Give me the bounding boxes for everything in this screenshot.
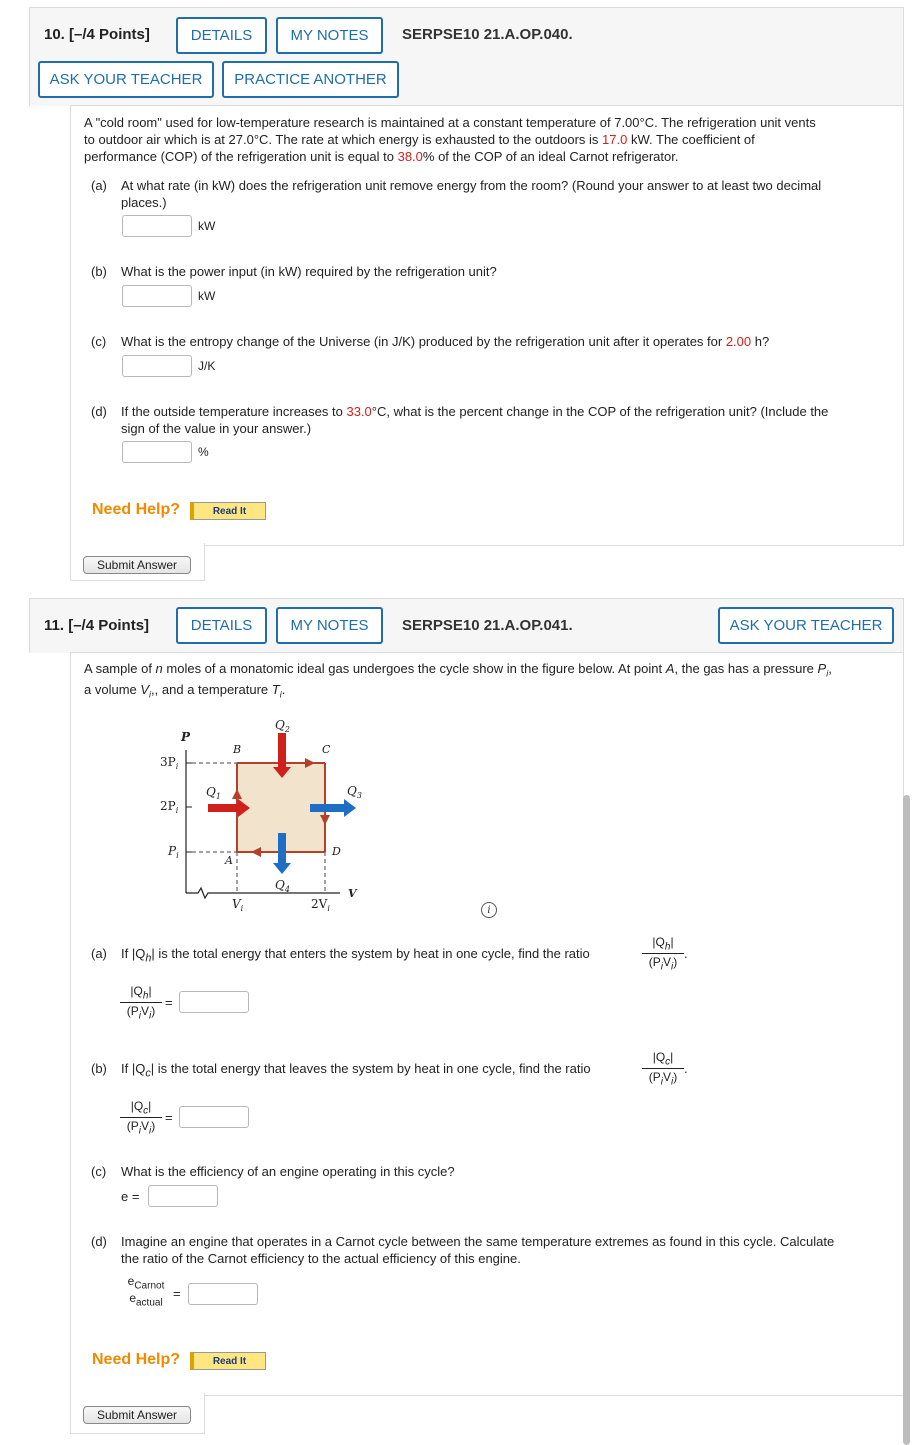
label-vi: $V_i$ [232, 897, 244, 913]
q11-part-c-question: What is the efficiency of an engine operating in this cycle? [121, 1164, 455, 1179]
q11-details-button[interactable]: DETAILS [176, 607, 267, 644]
q11-part-d-lhs: $e_{Carnot}$ $e_{actual}$ [127, 1274, 165, 1309]
q10-part-c-question: What is the entropy change of the Universe (in J/K) produced by the refrigeration unit after it operates for 2.00 h? [121, 334, 770, 349]
info-icon[interactable]: i [481, 902, 497, 918]
q11-part-b-ratio: $|Q_c|$ $(P_iV_i)$ [642, 1050, 684, 1088]
q11-intro-line2: a volume $V_i$,, and a temperature $T_i$. [84, 682, 286, 700]
point-d: D [332, 845, 341, 858]
q11-read-it-button[interactable]: Read It [190, 1352, 266, 1370]
q11-part-c-eq: e = [121, 1189, 140, 1204]
q11-part-a-label: (a) [91, 946, 107, 961]
q11-intro-line1: A sample of n moles of a monatomic ideal gas undergoes the cycle show in the figure below. At point A, the gas has a pressure $P_i$, [84, 661, 832, 679]
q10-part-b-question: What is the power input (in kW) required by the refrigeration unit? [121, 264, 497, 279]
q10-body [70, 105, 904, 546]
q11-part-b-input[interactable] [179, 1106, 249, 1128]
q10-my-notes-button[interactable]: MY NOTES [276, 17, 383, 54]
q11-part-a-lhs: $|Q_h|$ $(P_iV_i)$ [120, 984, 162, 1022]
q11-part-b-label: (b) [91, 1061, 107, 1076]
q10-submit-answer-button[interactable]: Submit Answer [83, 556, 191, 574]
q11-part-d-label: (d) [91, 1234, 107, 1249]
v-axis-label: V [348, 887, 357, 900]
pv-cycle-figure [150, 715, 380, 915]
q10-part-a-label: (a) [91, 178, 107, 193]
q10-part-c-input[interactable] [122, 355, 192, 377]
q11-part-a-equals: = [165, 995, 173, 1010]
q10-part-d-unit: % [198, 445, 209, 459]
q4-label: $Q_4$ [275, 878, 290, 894]
q10-question-code: SERPSE10 21.A.OP.040. [402, 26, 573, 43]
q11-part-a-question: If $|Q_h|$ is the total energy that enters the system by heat in one cycle, find the ratio [121, 946, 590, 965]
q10-part-c-label: (c) [91, 334, 107, 349]
q11-part-d-input[interactable] [188, 1283, 258, 1305]
q11-part-d-question: Imagine an engine that operates in a Carnot cycle between the same temperature extremes as found in this cycle. Calculate the ratio of the Carnot efficiency to the actual efficiency of this engine. [121, 1234, 835, 1266]
q10-part-d-input[interactable] [122, 441, 192, 463]
q10-part-a-input[interactable] [122, 215, 192, 237]
q11-part-c-input[interactable] [148, 1185, 218, 1207]
q11-ask-teacher-button[interactable]: ASK YOUR TEACHER [718, 607, 894, 644]
page-scrollbar[interactable] [903, 795, 910, 1445]
q10-part-b-label: (b) [91, 264, 107, 279]
q11-part-d-equals: = [173, 1286, 181, 1301]
q10-intro-line2: to outdoor air which is at 27.0°C. The rate at which energy is exhausted to the outdoors is 17.0 kW. The coefficient of [84, 132, 755, 147]
q10-practice-another-button[interactable]: PRACTICE ANOTHER [222, 61, 399, 98]
q11-part-b-question: If $|Q_c|$ is the total energy that leaves the system by heat in one cycle, find the ratio [121, 1061, 591, 1080]
label-2p: $2P_i$ [160, 799, 179, 815]
p-axis-label: P [181, 730, 191, 744]
q10-read-it-button[interactable]: Read It [190, 502, 266, 520]
q10-number: 10. [–/4 Points] [44, 26, 150, 43]
point-b: B [233, 743, 242, 756]
q11-number: 11. [–/4 Points] [44, 617, 150, 634]
q11-need-help: Need Help? [92, 1351, 181, 1368]
q11-part-b-equals: = [165, 1110, 173, 1125]
label-p: $P_i$ [168, 844, 179, 860]
q2-label: $Q_2$ [275, 718, 290, 734]
label-3p: $3P_i$ [160, 755, 179, 771]
label-2v: $2V_i$ [311, 897, 330, 913]
point-c: C [322, 743, 331, 756]
q10-part-a-question: At what rate (in kW) does the refrigeration unit remove energy from the room? (Round your answer to at least two decimal places.) [121, 178, 822, 210]
q11-part-a-ratio: $|Q_h|$ $(P_iV_i)$ [642, 935, 684, 973]
q11-part-b-period: . [684, 1061, 688, 1076]
q11-submit-answer-button[interactable]: Submit Answer [83, 1406, 191, 1424]
q11-part-a-input[interactable] [179, 991, 249, 1013]
q10-intro-line3: performance (COP) of the refrigeration unit is equal to 38.0% of the COP of an ideal Carnot refrigerator. [84, 149, 679, 164]
q10-details-button[interactable]: DETAILS [176, 17, 267, 54]
q10-part-a-unit: kW [198, 219, 216, 233]
q11-part-c-label: (c) [91, 1164, 107, 1179]
q3-label: $Q_3$ [347, 784, 362, 800]
q10-need-help: Need Help? [92, 501, 181, 518]
q10-part-b-unit: kW [198, 289, 216, 303]
point-a: A [225, 854, 233, 867]
q1-label: $Q_1$ [206, 785, 221, 801]
q10-ask-teacher-button[interactable]: ASK YOUR TEACHER [38, 61, 214, 98]
q10-part-b-input[interactable] [122, 285, 192, 307]
q10-intro-line1: A "cold room" used for low-temperature research is maintained at a constant temperature of 7.00°C. The refrigeration unit vents [84, 115, 816, 130]
q11-my-notes-button[interactable]: MY NOTES [276, 607, 383, 644]
q11-question-code: SERPSE10 21.A.OP.041. [402, 617, 573, 634]
q11-part-b-lhs: $|Q_c|$ $(P_iV_i)$ [120, 1099, 162, 1137]
q10-part-c-unit: J/K [198, 359, 216, 373]
q10-part-d-label: (d) [91, 404, 107, 419]
q11-part-a-period: . [684, 946, 688, 961]
q10-part-d-question: If the outside temperature increases to 33.0°C, what is the percent change in the COP of the refrigeration unit? (Include the sign of the value in your answer.) [121, 404, 829, 436]
